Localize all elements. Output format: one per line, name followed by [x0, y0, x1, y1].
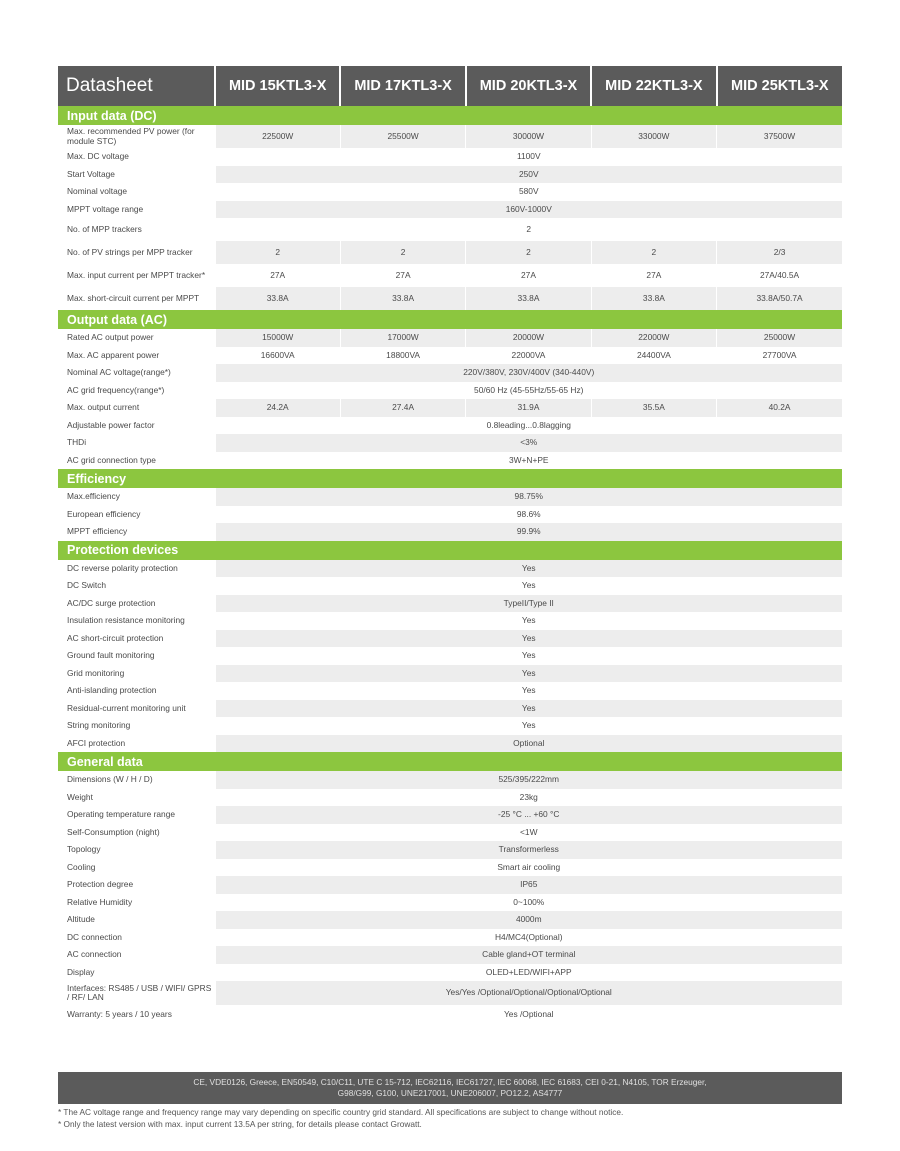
spec-value: 580V [215, 183, 842, 201]
spec-row [58, 964, 842, 982]
spec-value: 4000m [215, 911, 842, 929]
spec-value: 33.8A [591, 287, 716, 310]
spec-value: OLED+LED/WIFI+APP [215, 964, 842, 982]
section-header [58, 541, 842, 560]
spec-value: 22500W [215, 125, 340, 148]
spec-value: 31.9A [466, 399, 591, 417]
section-header [58, 106, 842, 125]
spec-label: Weight [67, 791, 93, 802]
spec-label: Cooling [67, 861, 96, 872]
spec-value: 3W+N+PE [215, 452, 842, 470]
spec-row [58, 612, 842, 630]
spec-row [58, 630, 842, 648]
spec-value: 1100V [215, 148, 842, 166]
spec-value: Yes [215, 630, 842, 648]
spec-label: Rated AC output power [58, 329, 215, 347]
spec-label: Anti-islanding protection [67, 685, 157, 696]
section-title: Input data (DC) [58, 106, 842, 125]
spec-value: 98.6% [215, 506, 842, 524]
section-header [58, 310, 842, 329]
spec-row [58, 595, 842, 613]
spec-value: 99.9% [215, 523, 842, 541]
spec-row [58, 125, 842, 148]
spec-row [58, 735, 842, 753]
spec-row [58, 506, 842, 524]
spec-row [58, 264, 842, 287]
spec-value: 160V-1000V [215, 201, 842, 219]
spec-label: AC grid frequency(range*) [67, 384, 165, 395]
spec-row [58, 824, 842, 842]
spec-row [58, 717, 842, 735]
spec-value: Transformerless [215, 841, 842, 859]
spec-label: Protection degree [58, 876, 215, 894]
spec-value: <3% [215, 434, 842, 452]
model-header: MID 15KTL3-X [215, 66, 340, 106]
spec-value: Yes [215, 647, 842, 665]
spec-value: 0~100% [215, 894, 842, 912]
spec-row [58, 841, 842, 859]
datasheet-title: Datasheet [58, 66, 215, 106]
spec-value: 22000W [591, 329, 716, 347]
spec-value: 2 [340, 241, 465, 264]
spec-value: 98.75% [215, 488, 842, 506]
footnote: * The AC voltage range and frequency range may vary depending on specific country grid standard. All specifications are subject to change without notice. [58, 1107, 624, 1117]
spec-row [58, 894, 842, 912]
section-title: Protection devices [58, 541, 842, 560]
spec-label: DC connection [67, 931, 122, 942]
spec-value: Optional [215, 735, 842, 753]
spec-value: 17000W [340, 329, 465, 347]
spec-row [58, 488, 842, 506]
spec-row [58, 876, 842, 894]
spec-value: 525/395/222mm [215, 771, 842, 789]
spec-body [58, 106, 842, 1025]
spec-row [58, 560, 842, 578]
spec-value: Yes [215, 560, 842, 578]
spec-label: Altitude [58, 911, 215, 929]
model-header: MID 22KTL3-X [591, 66, 716, 106]
spec-value: 27A/40.5A [717, 264, 842, 287]
spec-label: Nominal voltage [67, 186, 128, 197]
spec-value: 33.8A [215, 287, 340, 310]
spec-value: 15000W [215, 329, 340, 347]
spec-value: 20000W [466, 329, 591, 347]
spec-label: Max. short-circuit current per MPPT [58, 287, 215, 310]
spec-value: 18800VA [340, 347, 465, 365]
spec-label: DC Switch [67, 580, 107, 591]
spec-value: 250V [215, 166, 842, 184]
spec-row [58, 647, 842, 665]
certifications-line: CE, VDE0126, Greece, EN50549, C10/C11, UTE C 15-712, IEC62116, IEC61727, IEC 60068, IEC 61683, CEI 0-21, N4105, TOR Erzeuger, [193, 1076, 707, 1087]
spec-label: Residual-current monitoring unit [58, 700, 215, 718]
spec-value: H4/MC4(Optional) [215, 929, 842, 947]
spec-value: Yes /Optional [215, 1005, 842, 1025]
spec-row [58, 577, 842, 595]
spec-value: 2 [591, 241, 716, 264]
spec-value: 50/60 Hz (45-55Hz/55-65 Hz) [215, 382, 842, 400]
spec-label: Topology [58, 841, 215, 859]
spec-label: Operating temperature range [58, 806, 215, 824]
spec-value: 24.2A [215, 399, 340, 417]
section-title: Output data (AC) [58, 310, 842, 329]
spec-value: Yes [215, 717, 842, 735]
spec-label: Dimensions (W / H / D) [58, 771, 215, 789]
spec-label: Max. DC voltage [67, 151, 129, 162]
spec-label: Self-Consumption (night) [67, 826, 160, 837]
certifications-line: G98/G99, G100, UNE217001, UNE206007, PO12.2, AS4777 [337, 1088, 563, 1098]
spec-label: AC/DC surge protection [58, 595, 215, 613]
spec-value: 27A [466, 264, 591, 287]
spec-label: AC short-circuit protection [58, 630, 215, 648]
section-header [58, 469, 842, 488]
spec-label: Relative Humidity [67, 896, 133, 907]
section-title: General data [58, 752, 842, 771]
spec-row [58, 859, 842, 877]
spec-label: AC grid connection type [67, 454, 156, 465]
spec-value: 30000W [466, 125, 591, 148]
spec-label: DC reverse polarity protection [58, 560, 215, 578]
spec-row [58, 789, 842, 807]
spec-row [58, 981, 842, 1005]
spec-label: Display [67, 966, 95, 977]
spec-value: Yes [215, 700, 842, 718]
spec-value: 27700VA [717, 347, 842, 365]
spec-row [58, 287, 842, 310]
spec-value: 33.8A [340, 287, 465, 310]
spec-row [58, 201, 842, 219]
spec-row [58, 329, 842, 347]
spec-label: No. of PV strings per MPP tracker [58, 241, 215, 264]
spec-row [58, 434, 842, 452]
spec-value: 2 [215, 218, 842, 241]
spec-label: Max. AC apparent power [67, 349, 160, 360]
spec-label: THDi [58, 434, 215, 452]
spec-label: Insulation resistance monitoring [67, 615, 185, 626]
spec-value: 2 [466, 241, 591, 264]
spec-label: Nominal AC voltage(range*) [58, 364, 215, 382]
spec-value: 24400VA [591, 347, 716, 365]
spec-value: Yes [215, 682, 842, 700]
section-title: Efficiency [58, 469, 842, 488]
spec-label: Start Voltage [58, 166, 215, 184]
spec-label: Grid monitoring [58, 665, 215, 683]
spec-label: Max. input current per MPPT tracker* [67, 269, 206, 280]
spec-value: 22000VA [466, 347, 591, 365]
spec-value: 35.5A [591, 399, 716, 417]
spec-value: Yes [215, 665, 842, 683]
spec-row [58, 218, 842, 241]
spec-value: 25500W [340, 125, 465, 148]
spec-value: 2/3 [717, 241, 842, 264]
spec-label: MPPT voltage range [58, 201, 215, 219]
spec-row [58, 241, 842, 264]
spec-label: AC connection [58, 946, 215, 964]
spec-label: Max. recommended PV power (for module STC) [58, 125, 215, 148]
spec-value: 27A [215, 264, 340, 287]
spec-value: 37500W [717, 125, 842, 148]
spec-row [58, 1005, 842, 1025]
spec-row [58, 946, 842, 964]
spec-label: Ground fault monitoring [67, 650, 155, 661]
section-header [58, 752, 842, 771]
spec-row [58, 523, 842, 541]
spec-label: Max. output current [58, 399, 215, 417]
spec-label: European efficiency [67, 508, 141, 519]
spec-row [58, 183, 842, 201]
spec-value: Cable gland+OT terminal [215, 946, 842, 964]
spec-row [58, 929, 842, 947]
spec-value: Smart air cooling [215, 859, 842, 877]
spec-row [58, 166, 842, 184]
spec-value: 33.8A [466, 287, 591, 310]
model-header: MID 17KTL3-X [340, 66, 465, 106]
spec-value: IP65 [215, 876, 842, 894]
spec-label: No. of MPP trackers [67, 223, 142, 234]
spec-value: -25 °C ... +60 °C [215, 806, 842, 824]
spec-value: 33.8A/50.7A [717, 287, 842, 310]
spec-row [58, 700, 842, 718]
certifications-bar [58, 1072, 842, 1104]
spec-value: 220V/380V, 230V/400V (340-440V) [215, 364, 842, 382]
spec-value: TypeII/Type II [215, 595, 842, 613]
spec-value: 27.4A [340, 399, 465, 417]
spec-value: <1W [215, 824, 842, 842]
spec-row [58, 148, 842, 166]
model-header: MID 20KTL3-X [466, 66, 591, 106]
datasheet [58, 66, 842, 1025]
header-row [58, 66, 842, 106]
spec-value: 16600VA [215, 347, 340, 365]
spec-label: Adjustable power factor [67, 419, 155, 430]
spec-label: String monitoring [67, 720, 131, 731]
spec-row [58, 771, 842, 789]
spec-row [58, 347, 842, 365]
spec-row [58, 417, 842, 435]
footnotes [58, 1107, 842, 1130]
spec-value: 27A [591, 264, 716, 287]
spec-row [58, 382, 842, 400]
spec-value: 40.2A [717, 399, 842, 417]
spec-value: 33000W [591, 125, 716, 148]
spec-value: 23kg [215, 789, 842, 807]
spec-value: Yes [215, 577, 842, 595]
spec-value: Yes/Yes /Optional/Optional/Optional/Optional [215, 981, 842, 1005]
footnote: * Only the latest version with max. input current 13.5A per string, for details please contact Growatt. [58, 1118, 422, 1129]
spec-row [58, 452, 842, 470]
model-header: MID 25KTL3-X [717, 66, 842, 106]
spec-value: Yes [215, 612, 842, 630]
spec-label: Interfaces: RS485 / USB / WIFI/ GPRS / RF/ LAN [58, 981, 215, 1005]
spec-row [58, 665, 842, 683]
spec-value: 2 [215, 241, 340, 264]
spec-row [58, 399, 842, 417]
spec-label: MPPT efficiency [58, 523, 215, 541]
spec-row [58, 364, 842, 382]
spec-row [58, 682, 842, 700]
spec-value: 25000W [717, 329, 842, 347]
spec-label: AFCI protection [58, 735, 215, 753]
spec-row [58, 911, 842, 929]
spec-label: Max.efficiency [58, 488, 215, 506]
spec-label: Warranty: 5 years / 10 years [67, 1009, 172, 1020]
spec-table [58, 66, 842, 1025]
spec-row [58, 806, 842, 824]
spec-value: 27A [340, 264, 465, 287]
spec-value: 0.8leading...0.8lagging [215, 417, 842, 435]
